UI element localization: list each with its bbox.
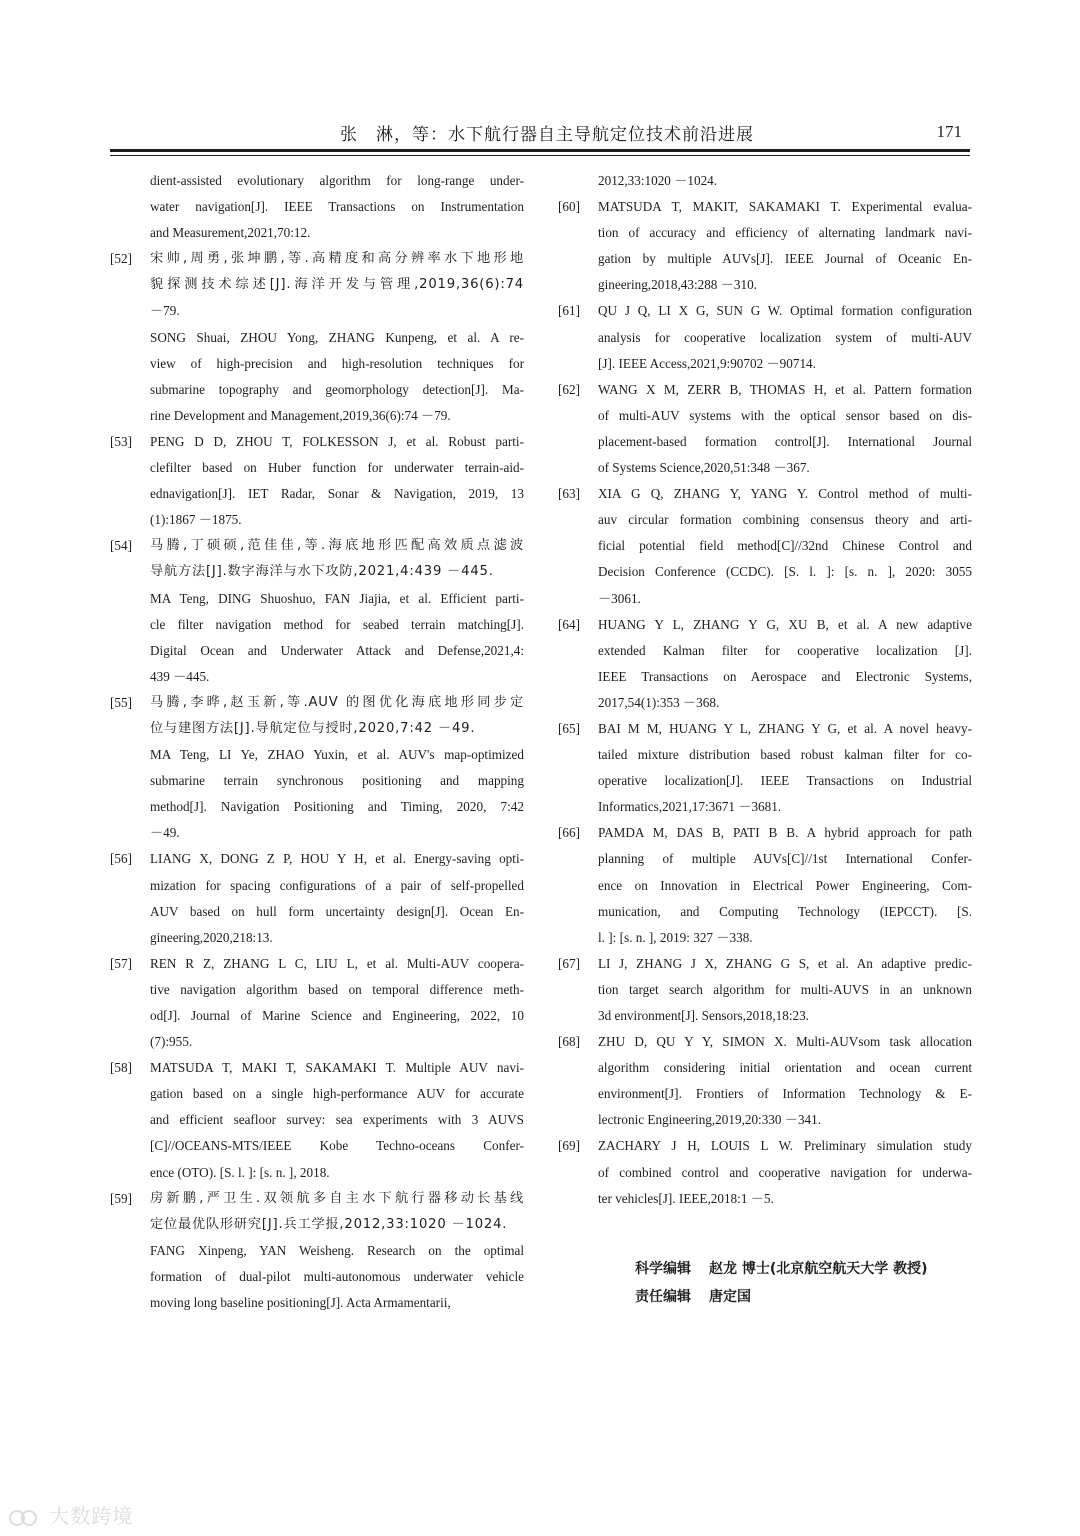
reference-line: FANG Xinpeng, YAN Weisheng. Research on the optimal [150, 1242, 524, 1258]
reference-entry [558, 1133, 972, 1211]
reference-line: XIA G Q, ZHANG Y, YANG Y. Control method of multi- [598, 486, 972, 502]
reference-line: algorithm considering initial orientation and ocean current [598, 1060, 972, 1076]
reference-entry [558, 716, 972, 820]
science-editor-name: 赵龙 博士(北京航空航天大学 教授) [709, 1261, 928, 1277]
reference-entry [110, 951, 524, 1055]
reference-entry [558, 168, 972, 194]
header-rule-thick [110, 149, 970, 152]
reference-line: ence on Innovation in Electrical Power Engineering, Com- [598, 877, 972, 893]
reference-number: [52] [110, 251, 132, 267]
reference-line: IEEE Transactions on Aerospace and Electronic Systems, [598, 668, 972, 684]
reference-line: tion of accuracy and efficiency of alternating landmark navi- [598, 225, 972, 241]
right-column [558, 168, 972, 1212]
reference-number: [56] [110, 851, 132, 867]
page-number: 171 [936, 122, 962, 141]
reference-number: [67] [558, 955, 580, 971]
reference-line: 2012,33:1020 －1024. [598, 173, 718, 188]
science-editor [635, 1255, 946, 1283]
editor-credits [635, 1255, 946, 1311]
reference-line: SONG Shuai, ZHOU Yong, ZHANG Kunpeng, et al. A re- [150, 329, 524, 345]
reference-line: munication, and Computing Technology (IEPCCT). [S. [598, 903, 972, 919]
reference-line: PAMDA M, DAS B, PATI B B. A hybrid approach for path [598, 825, 972, 841]
reference-line: operative localization[J]. IEEE Transactions on Industrial [598, 773, 972, 789]
reference-line: MATSUDA T, MAKI T, SAKAMAKI T. Multiple AUV navi- [150, 1060, 524, 1076]
reference-number: [63] [558, 486, 580, 502]
reference-line: 2017,54(1):353 －368. [598, 694, 720, 710]
reference-entry [558, 377, 972, 481]
reference-entry [110, 246, 524, 429]
watermark [8, 1500, 133, 1529]
running-title: 张 淋，等：水下航行器自主导航定位技术前沿进展 [340, 125, 754, 145]
reference-number: [62] [558, 381, 580, 397]
reference-line: REN R Z, ZHANG L C, LIU L, et al. Multi-AUV coopera- [150, 955, 524, 971]
reference-line: Digital Ocean and Underwater Attack and Defense,2021,4: [150, 642, 524, 658]
reference-line: clefilter based on Huber function for underwater terrain-aid- [150, 460, 524, 476]
reference-line: rine Development and Management,2019,36(6):74 －79. [150, 407, 451, 423]
reference-number: [59] [110, 1190, 132, 1206]
reference-line: WANG X M, ZERR B, THOMAS H, et al. Pattern formation [598, 381, 972, 397]
reference-number: [53] [110, 433, 132, 449]
reference-entry [558, 194, 972, 298]
reference-line: gineering,2020,218:13. [150, 929, 273, 945]
reference-line: submarine terrain synchronous positioning and mapping [150, 773, 524, 789]
reference-entry [110, 846, 524, 950]
responsible-editor-name: 唐定国 [709, 1289, 751, 1305]
reference-line: tailed mixture distribution based robust kalman filter for co- [598, 747, 972, 763]
reference-number: [60] [558, 199, 580, 215]
reference-entry [558, 1029, 972, 1133]
reference-line: 3d environment[J]. Sensors,2018,18:23. [598, 1008, 809, 1023]
reference-line: LI J, ZHANG J X, ZHANG G S, et al. An adaptive predic- [598, 955, 972, 971]
reference-line: view of high-precision and high-resolution techniques for [150, 355, 524, 371]
reference-line: of Systems Science,2020,51:348 －367. [598, 460, 810, 476]
reference-line: ZHU D, QU Y Y, SIMON X. Multi-AUVsom task allocation [598, 1034, 972, 1050]
reference-line: auv circular formation combining consensus theory and arti- [598, 512, 972, 528]
reference-line: 貌探测技术综述[J].海洋开发与管理,2019,36(6):74 [150, 277, 524, 293]
reference-number: [66] [558, 825, 580, 841]
reference-line: 439 －445. [150, 668, 210, 684]
reference-line: MA Teng, LI Ye, ZHAO Yuxin, et al. AUV's map-optimized [150, 747, 524, 763]
reference-line: ZACHARY J H, LOUIS L W. Preliminary simulation study [598, 1138, 972, 1154]
reference-line: ficial potential field method[C]//32nd Chinese Control and [598, 538, 972, 554]
reference-number: [55] [110, 694, 132, 710]
reference-line: AUV based on hull form uncertainty design[J]. Ocean En- [150, 903, 524, 919]
reference-line: MA Teng, DING Shuoshuo, FAN Jiajia, et al. Efficient parti- [150, 590, 524, 606]
reference-line: mization for spacing configurations of a pair of self-propelled [150, 877, 524, 893]
reference-entry [558, 612, 972, 716]
reference-line: PENG D D, ZHOU T, FOLKESSON J, et al. Robust parti- [150, 433, 524, 449]
reference-entry [558, 481, 972, 611]
reference-line: gation based on a single high-performance AUV for accurate [150, 1086, 524, 1102]
reference-line: QU J Q, LI X G, SUN G W. Optimal formation configuration [598, 303, 972, 319]
reference-number: [58] [110, 1060, 132, 1076]
reference-line: 导航方法[J].数字海洋与水下攻防,2021,4:439 －445. [150, 564, 494, 580]
reference-line: of multi-AUV systems with the optical sensor based on dis- [598, 407, 972, 423]
science-editor-label: 科学编辑 [635, 1261, 691, 1277]
reference-number: [54] [110, 538, 132, 554]
reference-entry [110, 690, 524, 847]
reference-line: 宋帅,周勇,张坤鹏,等.高精度和高分辨率水下地形地 [150, 251, 524, 267]
reference-line: －79. [150, 303, 180, 319]
reference-line: (1):1867 －1875. [150, 512, 242, 528]
reference-line: tive navigation algorithm based on temporal difference meth- [150, 981, 524, 997]
responsible-editor [635, 1283, 946, 1311]
reference-number: [61] [558, 303, 580, 319]
reference-line: Informatics,2021,17:3671 －3681. [598, 799, 782, 815]
reference-line: gineering,2018,43:288 －310. [598, 277, 757, 293]
reference-line: －49. [150, 825, 180, 841]
reference-line: planning of multiple AUVs[C]//1st International Confer- [598, 851, 972, 867]
reference-number: [69] [558, 1138, 580, 1154]
reference-line: Decision Conference (CCDC). [S. l. ]: [s. n. ], 2020: 3055 [598, 564, 972, 580]
reference-line: environment[J]. Frontiers of Information Technology & E- [598, 1086, 972, 1102]
reference-line: method[J]. Navigation Positioning and Timing, 2020, 7:42 [150, 799, 524, 815]
reference-line: 马腾,李晔,赵玉新,等.AUV 的图优化海底地形同步定 [150, 694, 524, 710]
reference-line: ednavigation[J]. IET Radar, Sonar & Navigation, 2019, 13 [150, 486, 524, 502]
reference-number: [64] [558, 616, 580, 632]
reference-line: HUANG Y L, ZHANG Y G, XU B, et al. A new adaptive [598, 616, 972, 632]
reference-entry [558, 820, 972, 950]
reference-line: l. ]: [s. n. ], 2019: 327 －338. [598, 929, 753, 945]
left-column [110, 168, 524, 1316]
reference-line: MATSUDA T, MAKIT, SAKAMAKI T. Experimental evalua- [598, 199, 972, 215]
reference-line: ter vehicles[J]. IEEE,2018:1 －5. [598, 1190, 774, 1206]
reference-line: ence (OTO). [S. l. ]: [s. n. ], 2018. [150, 1164, 330, 1180]
reference-entry [558, 951, 972, 1029]
watermark-text: 大数跨境 [49, 1504, 134, 1528]
reference-line: [J]. IEEE Access,2021,9:90702 －90714. [598, 355, 816, 371]
reference-line: 房新鹏,严卫生.双领航多自主水下航行器移动长基线 [150, 1190, 524, 1206]
reference-entry [110, 1055, 524, 1185]
reference-line: gation by multiple AUVs[J]. IEEE Journal of Oceanic En- [598, 251, 972, 267]
reference-line: moving long baseline positioning[J]. Acta Armamentarii, [150, 1295, 451, 1311]
reference-line: tion target search algorithm for multi-AUVS in an unknown [598, 981, 972, 997]
header-rule-thin [110, 155, 970, 156]
reference-line: cle filter navigation method for seabed terrain matching[J]. [150, 616, 524, 632]
reference-line: dient-assisted evolutionary algorithm for long-range under- [150, 173, 524, 188]
reference-number: [68] [558, 1034, 580, 1050]
reference-entry [558, 298, 972, 376]
reference-line: (7):955. [150, 1034, 193, 1050]
reference-line: LIANG X, DONG Z P, HOU Y H, et al. Energy-saving opti- [150, 851, 524, 867]
reference-line: 位与建图方法[J].导航定位与授时,2020,7:42 －49. [150, 720, 476, 736]
reference-entry [110, 168, 524, 246]
reference-entry [110, 429, 524, 533]
reference-line: water navigation[J]. IEEE Transactions on Instrumentation [150, 199, 524, 215]
watermark-logo-icon [8, 1507, 42, 1529]
reference-number: [57] [110, 955, 132, 971]
reference-line: extended Kalman filter for cooperative localization [J]. [598, 642, 972, 658]
reference-line: 定位最优队形研究[J].兵工学报,2012,33:1020 －1024. [150, 1216, 508, 1232]
reference-number: [65] [558, 720, 580, 736]
reference-line: od[J]. Journal of Marine Science and Engineering, 2022, 10 [150, 1008, 524, 1023]
reference-line: [C]//OCEANS-MTS/IEEE Kobe Techno-oceans Confer- [150, 1138, 524, 1154]
reference-line: －3061. [598, 590, 641, 606]
reference-line: placement-based formation control[J]. International Journal [598, 433, 972, 449]
reference-entry [110, 533, 524, 690]
reference-line: of combined control and cooperative navigation for underwa- [598, 1164, 972, 1180]
reference-line: analysis for cooperative localization system of multi-AUV [598, 329, 972, 345]
reference-line: and Measurement,2021,70:12. [150, 225, 311, 241]
reference-line: BAI M M, HUANG Y L, ZHANG Y G, et al. A novel heavy- [598, 720, 972, 736]
reference-line: and efficient seafloor survey: sea experiments with 3 AUVS [150, 1112, 524, 1128]
reference-line: lectronic Engineering,2019,20:330 －341. [598, 1112, 822, 1128]
responsible-editor-label: 责任编辑 [635, 1289, 691, 1305]
reference-line: submarine topography and geomorphology detection[J]. Ma- [150, 381, 524, 397]
page-header [110, 120, 970, 150]
reference-entry [110, 1186, 524, 1316]
reference-line: 马腾,丁硕硕,范佳佳,等.海底地形匹配高效质点滤波 [150, 538, 524, 554]
reference-line: formation of dual-pilot multi-autonomous underwater vehicle [150, 1268, 524, 1284]
